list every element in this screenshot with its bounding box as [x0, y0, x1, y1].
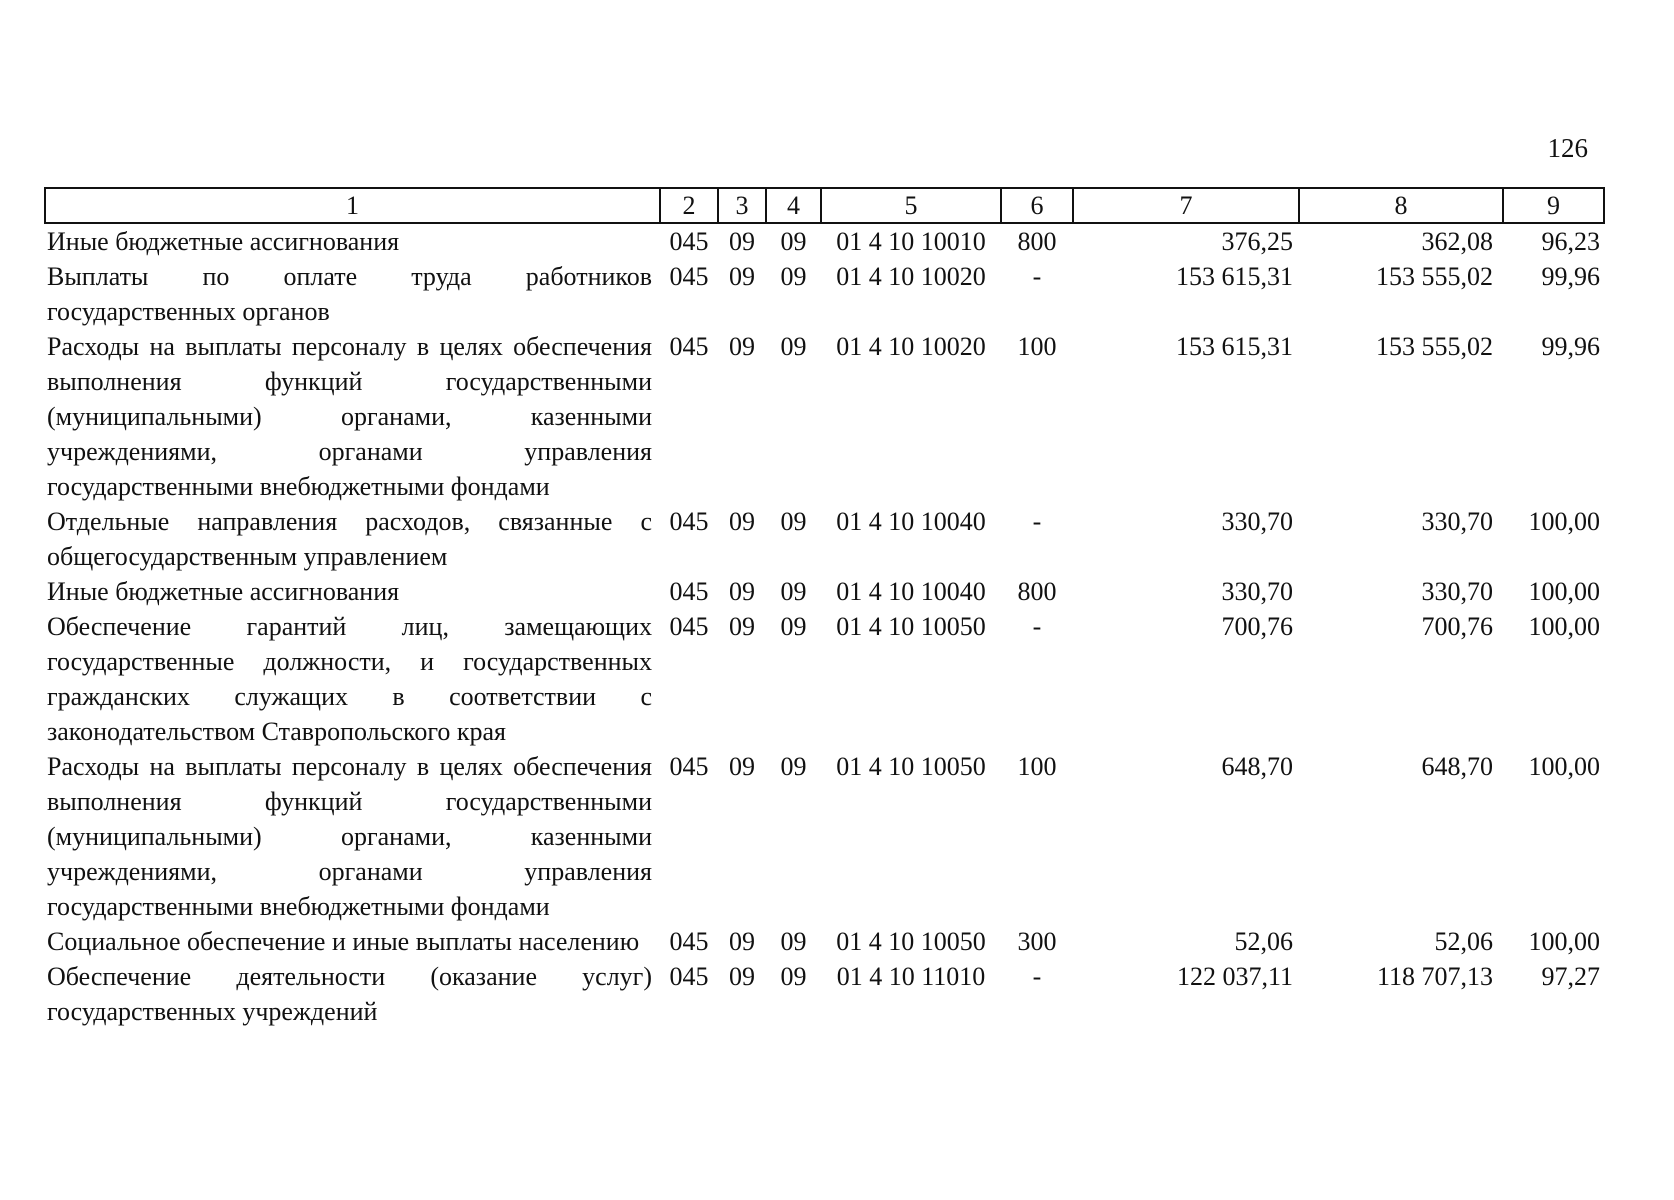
- cell-section: 09: [729, 752, 755, 781]
- table-row: [45, 329, 1604, 504]
- cell-target-article: 01 4 10 10020: [836, 262, 986, 291]
- header-col-7: 7: [1073, 188, 1299, 223]
- cell-subsection: 09: [780, 262, 807, 291]
- cell-expense-type: 800: [1017, 577, 1057, 606]
- cell-expense-type: 100: [1017, 752, 1057, 781]
- cell-section: 09: [729, 507, 755, 536]
- cell-col-7: 648,70: [1221, 752, 1293, 781]
- table-row: [45, 504, 1604, 574]
- cell-col-8: 153 555,02: [1376, 332, 1493, 361]
- cell-col-7: 330,70: [1221, 577, 1293, 606]
- table-row: [45, 959, 1604, 1029]
- cell-ministry-code: 045: [669, 612, 709, 641]
- cell-section: 09: [729, 332, 755, 361]
- row-name: Обеспечение деятельности (оказание услуг) государственных учреждений: [47, 962, 652, 1026]
- cell-expense-type: 100: [1017, 332, 1057, 361]
- cell-subsection: 09: [780, 227, 807, 256]
- cell-col-9: 99,96: [1541, 262, 1600, 291]
- cell-col-8: 118 707,13: [1376, 962, 1493, 991]
- cell-target-article: 01 4 10 10050: [836, 752, 986, 781]
- header-col-2: 2: [660, 188, 718, 223]
- cell-subsection: 09: [780, 577, 807, 606]
- cell-col-9: 100,00: [1528, 507, 1600, 536]
- row-name: Расходы на выплаты персоналу в целях обеспечения выполнения функций государственными (муниципальными) органами, казенными учреждениями, органами управления государственными внебюджетными фондами: [47, 752, 652, 921]
- cell-ministry-code: 045: [669, 962, 709, 991]
- cell-col-9: 100,00: [1528, 927, 1600, 956]
- cell-col-9: 100,00: [1528, 577, 1600, 606]
- cell-col-9: 96,23: [1541, 227, 1600, 256]
- cell-subsection: 09: [780, 752, 807, 781]
- table-row: [45, 223, 1604, 259]
- cell-target-article: 01 4 10 10050: [836, 612, 986, 641]
- cell-ministry-code: 045: [669, 927, 709, 956]
- cell-section: 09: [729, 927, 755, 956]
- cell-col-7: 153 615,31: [1176, 262, 1293, 291]
- header-col-6: 6: [1001, 188, 1073, 223]
- header-col-4: 4: [766, 188, 821, 223]
- cell-col-8: 362,08: [1421, 227, 1493, 256]
- row-name: Отдельные направления расходов, связанные с общегосударственным управлением: [47, 507, 652, 571]
- table-row: [45, 749, 1604, 924]
- cell-expense-type: -: [1032, 962, 1042, 991]
- cell-target-article: 01 4 10 10040: [836, 577, 986, 606]
- cell-ministry-code: 045: [669, 752, 709, 781]
- cell-col-7: 122 037,11: [1176, 962, 1293, 991]
- cell-subsection: 09: [780, 962, 807, 991]
- cell-col-8: 52,06: [1434, 927, 1493, 956]
- cell-col-7: 153 615,31: [1176, 332, 1293, 361]
- cell-target-article: 01 4 10 10040: [836, 507, 986, 536]
- cell-col-8: 153 555,02: [1376, 262, 1493, 291]
- table-header: [45, 188, 1604, 223]
- cell-expense-type: 300: [1017, 927, 1057, 956]
- cell-col-8: 700,76: [1421, 612, 1493, 641]
- row-name: Обеспечение гарантий лиц, замещающих государственные должности, и государственных гражданских служащих в соответствии с законодательством Ставропольского края: [47, 612, 652, 746]
- row-name: Социальное обеспечение и иные выплаты населению: [47, 927, 640, 956]
- row-name: Иные бюджетные ассигнования: [47, 227, 400, 256]
- cell-target-article: 01 4 10 10050: [836, 927, 986, 956]
- header-row: [45, 188, 1604, 223]
- cell-col-8: 330,70: [1421, 507, 1493, 536]
- cell-subsection: 09: [780, 612, 807, 641]
- cell-expense-type: -: [1032, 262, 1042, 291]
- cell-section: 09: [729, 227, 755, 256]
- cell-subsection: 09: [780, 507, 807, 536]
- cell-ministry-code: 045: [669, 227, 709, 256]
- cell-col-9: 100,00: [1528, 612, 1600, 641]
- page-number: 126: [1547, 133, 1588, 163]
- cell-subsection: 09: [780, 927, 807, 956]
- cell-ministry-code: 045: [669, 577, 709, 606]
- cell-expense-type: 800: [1017, 227, 1057, 256]
- cell-col-8: 330,70: [1421, 577, 1493, 606]
- cell-expense-type: -: [1032, 507, 1042, 536]
- header-col-9: 9: [1503, 188, 1604, 223]
- table-row: [45, 259, 1604, 329]
- budget-table: [44, 187, 1605, 1029]
- cell-ministry-code: 045: [669, 332, 709, 361]
- cell-section: 09: [729, 962, 755, 991]
- table-row: [45, 924, 1604, 959]
- row-name: Расходы на выплаты персоналу в целях обеспечения выполнения функций государственными (муниципальными) органами, казенными учреждениями, органами управления государственными внебюджетными фондами: [47, 332, 652, 501]
- row-name: Иные бюджетные ассигнования: [47, 577, 400, 606]
- cell-col-7: 330,70: [1221, 507, 1293, 536]
- cell-section: 09: [729, 577, 755, 606]
- header-col-8: 8: [1299, 188, 1503, 223]
- header-col-1: 1: [45, 188, 660, 223]
- cell-ministry-code: 045: [669, 507, 709, 536]
- cell-section: 09: [729, 612, 755, 641]
- cell-target-article: 01 4 10 10010: [836, 227, 986, 256]
- cell-ministry-code: 045: [669, 262, 709, 291]
- table-body: [45, 223, 1604, 1029]
- cell-col-7: 376,25: [1221, 227, 1293, 256]
- header-col-5: 5: [821, 188, 1001, 223]
- cell-col-9: 97,27: [1541, 962, 1600, 991]
- cell-col-9: 100,00: [1528, 752, 1600, 781]
- cell-col-8: 648,70: [1421, 752, 1493, 781]
- table-row: [45, 609, 1604, 749]
- header-col-3: 3: [718, 188, 766, 223]
- cell-col-9: 99,96: [1541, 332, 1600, 361]
- cell-target-article: 01 4 10 11010: [836, 962, 986, 991]
- table-row: [45, 574, 1604, 609]
- cell-section: 09: [729, 262, 755, 291]
- cell-subsection: 09: [780, 332, 807, 361]
- cell-col-7: 700,76: [1221, 612, 1293, 641]
- cell-col-7: 52,06: [1234, 927, 1293, 956]
- cell-target-article: 01 4 10 10020: [836, 332, 986, 361]
- cell-expense-type: -: [1032, 612, 1042, 641]
- row-name: Выплаты по оплате труда работников государственных органов: [47, 262, 652, 326]
